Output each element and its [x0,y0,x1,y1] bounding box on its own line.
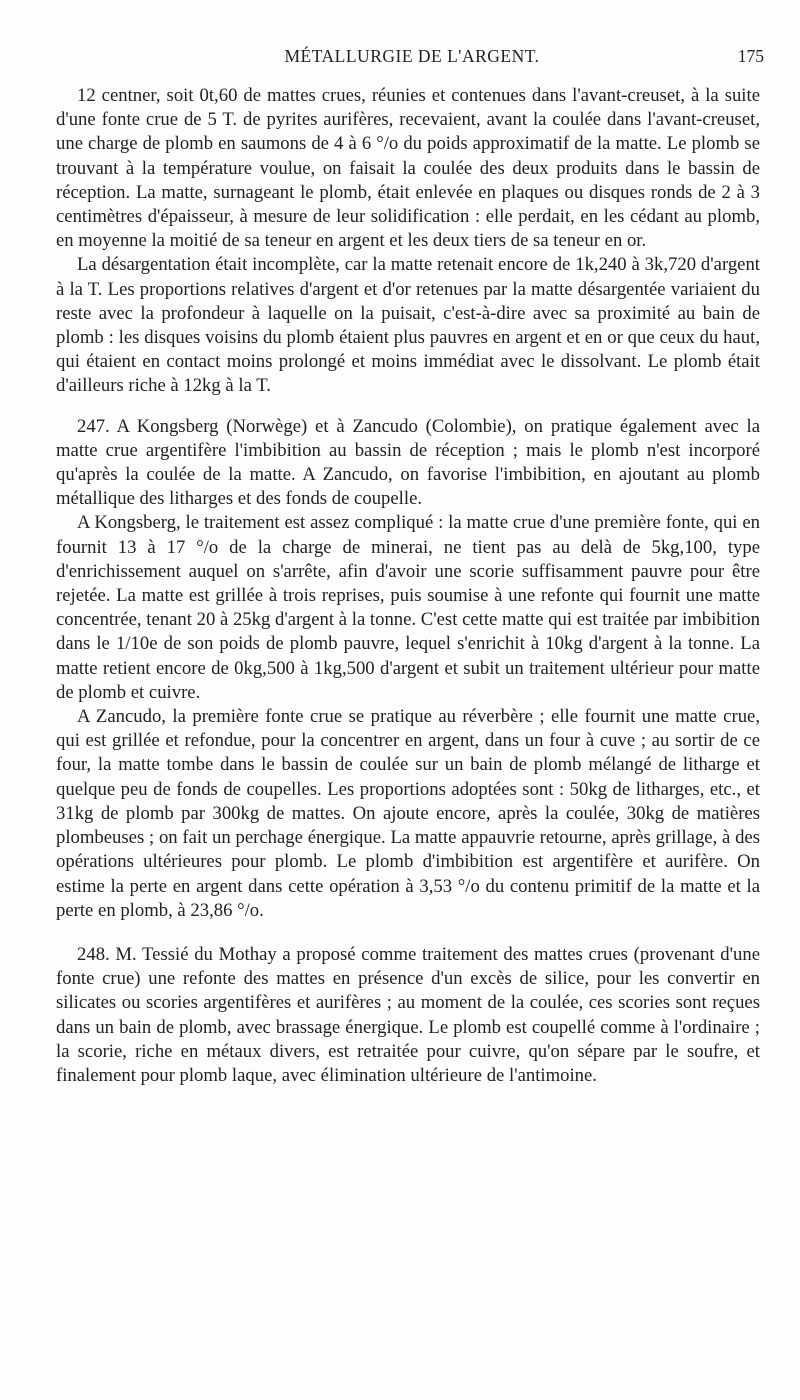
body-text [56,84,760,1088]
paragraph-text: A Zancudo, la première fonte crue se pratique au réverbère ; elle fournit une matte crue, qui est grillée et refondue, pour la concentrer en argent, dans un four à cuve ; au sortir de ce four, la matte tombe dans le bassin de coulée sur un bain de plomb mélangé de litharge et quelque peu de fonds de coupelles. Les proportions adoptées sont : 50kg de litharges, etc., et 31kg de plomb par 300kg de mattes. On ajoute encore, après la coulée, 30kg de matières plombeuses ; on fait un perchage énergique. La matte appauvrie retourne, après grillage, à des opérations ultérieures pour plomb. Le plomb d'imbibition est argentifère et aurifère. On estime la perte en argent dans cette opération à 3,53 °/o du contenu primitif de la matte et la perte en plomb, à 23,86 °/o. [56,706,760,921]
running-head [60,46,764,70]
paragraph-text: 12 centner, soit 0t,60 de mattes crues, réunies et contenues dans l'avant-creuset, à la suite d'une fonte crue de 5 T. de pyrites aurifères, recevaient, avant la coulée dans l'avant-creuset, une charge de plomb en saumons de 4 à 6 °/o du poids approximatif de la matte. Le plomb se trouvant à la température voulue, on faisait la coulée des deux produits dans le bassin de réception. La matte, surnageant le plomb, était enlevée en plaques ou disques ronds de 2 à 3 centimètres d'épaisseur, à mesure de leur solidification : elle perdait, en les cédant au plomb, en moyenne la moitié de sa teneur en argent et les deux tiers de sa teneur en or. [56,85,760,252]
section-247-paragraph [56,415,760,512]
paragraph-text: A Kongsberg, le traitement est assez compliqué : la matte crue d'une première fonte, qui en fournit 13 à 17 °/o de la charge de minerai, ne tient pas au delà de 5kg,100, type d'enrichissement auquel on s'arrête, afin d'avoir une scorie suffisamment pauvre pour être rejetée. La matte est grillée à trois reprises, puis soumise à une refonte qui fournit une matte concentrée, tenant 20 à 25kg d'argent à la tonne. C'est cette matte qui est traitée par imbibition dans le 1/10e de son poids de plomb pauvre, lequel s'enrichit à 10kg d'argent à la tonne. La matte retient encore de 0kg,500 à 1kg,500 d'argent et subit un traitement ultérieur pour matte de plomb et cuivre. [56,512,760,703]
paragraph-text: La désargentation était incomplète, car la matte retenait encore de 1k,240 à 3k,720 d'argent à la T. Les proportions relatives d'argent et d'or retenues par la matte désargentée variaient du reste avec la profondeur à laquelle on la puisait, c'est-à-dire avec sa proximité au bain de plomb : les disques voisins du plomb étaient plus pauvres en argent et en or que ceux du haut, qui étaient en contact moins prolongé et moins immédiat avec le dissolvant. Le plomb était d'ailleurs riche à 12kg à la T. [56,254,760,397]
paragraph-zancudo [56,705,760,923]
running-title: MÉTALLURGIE DE L'ARGENT. [284,46,540,66]
paragraph-matte-imbibition [56,84,760,253]
paragraph-text: A Kongsberg (Norwège) et à Zancudo (Colombie), on pratique également avec la matte crue argentifère l'imbibition au bassin de réception ; mais le plomb n'est incorporé qu'après la coulée de la matte. A Zancudo, on favorise l'imbibition, en ajoutant au plomb métallique des litharges et des fonds de coupelle. [56,415,761,510]
paragraph-text: M. Tessié du Mothay a proposé comme traitement des mattes crues (provenant d'une fonte crue) une refonte des mattes en présence d'un excès de silice, pour les convertir en silicates ou scories argentifères et aurifères ; au moment de la coulée, ces scories sont reçues dans un bain de plomb, avec brassage énergique. Le plomb est coupellé comme à l'ordinaire ; la scorie, riche en métaux divers, est retraitée pour cuivre, qu'on sépare par le soufre, et finalement pour plomb laque, avec élimination ultérieure de l'antimoine. [56,943,760,1086]
paragraph-kongsberg [56,511,760,705]
paragraph-desargentation [56,253,760,398]
page-number: 175 [737,46,764,66]
section-number: 247. [77,415,110,437]
section-248-paragraph [56,943,760,1088]
section-number: 248. [77,943,110,965]
